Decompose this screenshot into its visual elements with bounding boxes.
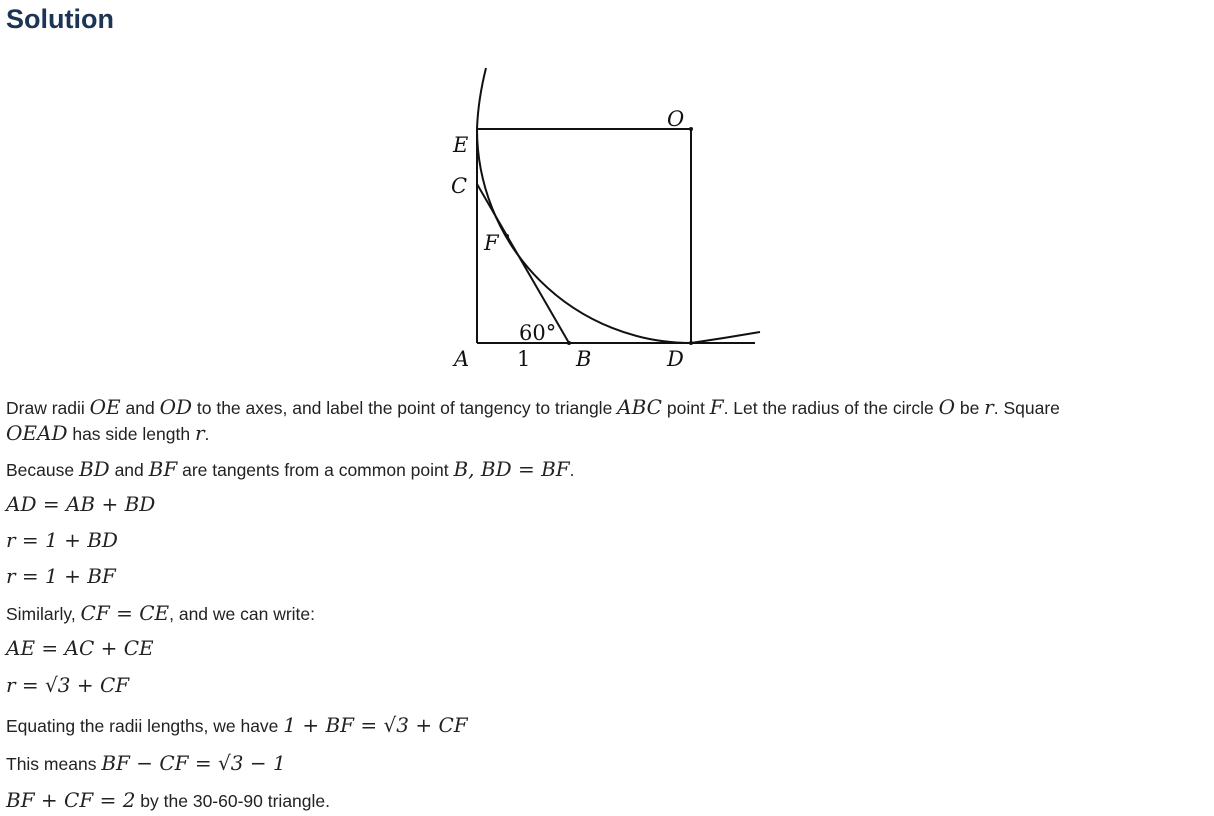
point-B (567, 341, 571, 345)
label-E: E (453, 133, 469, 157)
paragraph-3: Similarly, CF = CE, and we can write: (6, 601, 316, 625)
equation-3: r = 1 + BF (6, 564, 116, 588)
label-B: B (576, 347, 592, 371)
point-F (505, 234, 509, 238)
equation-5: r = √3 + CF (6, 673, 130, 697)
equation-2: r = 1 + BD (6, 528, 118, 552)
paragraph-1-cont: OEAD has side length r. (6, 421, 210, 445)
paragraph-6: BF + CF = 2 by the 30-60-90 triangle. (6, 788, 331, 812)
page-title: Solution (6, 4, 114, 34)
paragraph-4: Equating the radii lengths, we have 1 + BF = √3 + CF (6, 713, 468, 737)
label-C: C (451, 174, 468, 198)
paragraph-1: Draw radii OE and OD to the axes, and label the point of tangency to triangle ABC point F. Let the radius of the circle O be r. Square (6, 395, 1060, 419)
paragraph-5: This means BF − CF = √3 − 1 (6, 751, 286, 775)
label-angle: 60° (519, 321, 557, 345)
label-F: F (484, 231, 499, 255)
point-D (689, 341, 693, 345)
label-O: O (667, 107, 685, 131)
segment-CB (477, 184, 569, 343)
label-one: 1 (517, 347, 531, 371)
axis-curve-top (477, 68, 486, 129)
label-A: A (454, 347, 470, 371)
equation-1: AD = AB + BD (6, 492, 156, 516)
paragraph-2: Because BD and BF are tangents from a common point B, BD = BF. (6, 457, 575, 481)
equation-4: AE = AC + CE (6, 636, 154, 660)
circle-arc (477, 129, 760, 343)
label-D: D (667, 347, 684, 371)
geometry-figure (430, 62, 770, 374)
point-O (689, 127, 693, 131)
